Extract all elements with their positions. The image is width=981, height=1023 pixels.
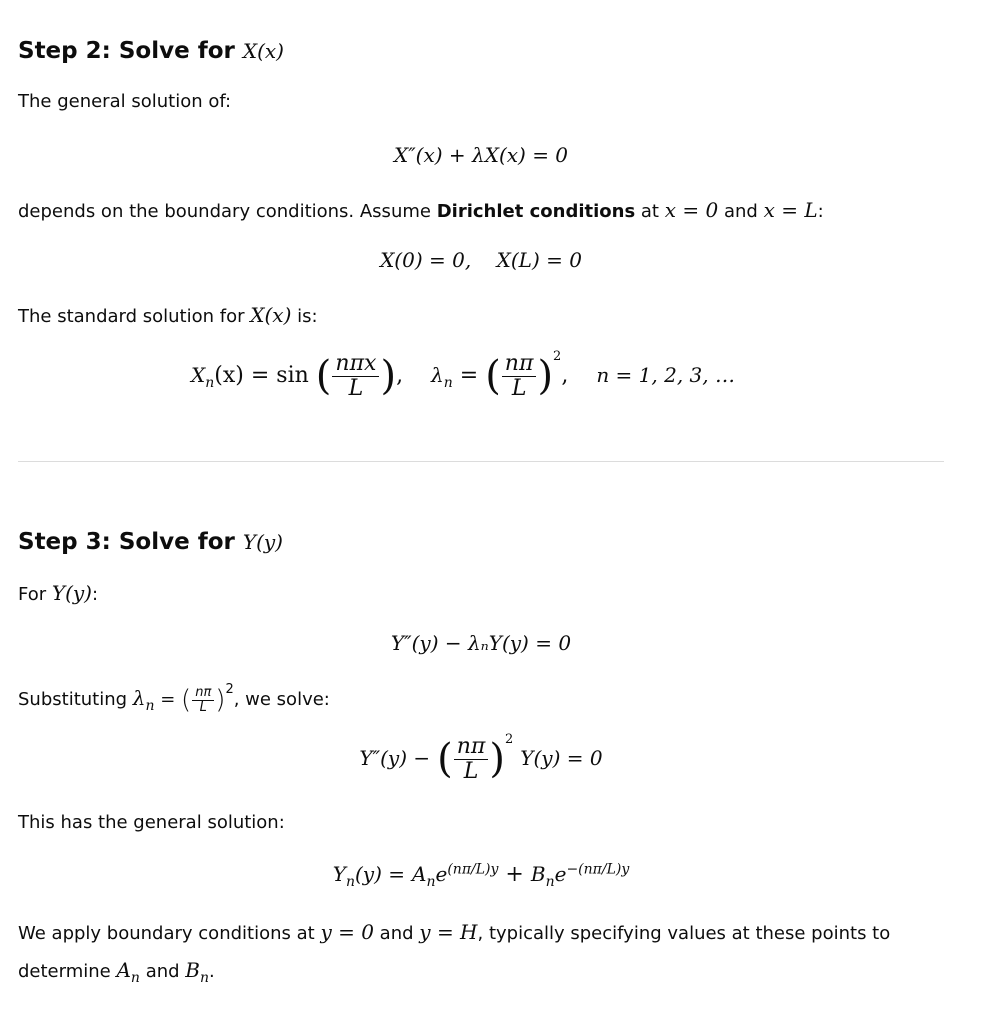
step3-apply-B: $B_n$ [185, 958, 210, 986]
step3-sub-lhs: Y″(y) − [359, 746, 431, 770]
step3-gen-lhs: $Y_n(y)$ = [332, 862, 406, 890]
step3-apply-yH: y = H [419, 920, 478, 944]
step2-heading-text: Step 2: Solve for [18, 38, 235, 64]
step2-bc-text-a: depends on the boundary conditions. Assume [18, 201, 431, 222]
step3-heading-math: Y(y) [242, 530, 283, 554]
step2-sol-n: n = 1, 2, 3, … [596, 363, 735, 387]
step2-heading [18, 37, 944, 67]
step2-sol-frac: $\frac{\text{nπx}}{L}$ [332, 352, 379, 399]
section-divider [18, 461, 944, 462]
step3-sub-frac: $\frac{n\pi}{L}$ [454, 735, 489, 782]
step3-subst-paragraph: Substituting $\lambda_n$ = ( $\frac{n\pi}{L}$ )$^2$, we solve: [18, 682, 330, 715]
step3-intro-text: For [18, 584, 47, 605]
step2-std-end: is: [297, 306, 318, 327]
step3-sub-exp: 2 [504, 732, 514, 747]
step2-intro-block [18, 88, 944, 117]
step3-apply-A: $A_n$ [116, 958, 140, 986]
step3-subst-exp: 2 [225, 682, 234, 697]
step3-apply-paragraph [18, 914, 944, 996]
step3-apply-text-b: , typically specifying values at these points to [477, 923, 891, 944]
step2-intro: The general solution of: [18, 91, 232, 112]
step2-bc-x0: x = 0 [664, 198, 719, 222]
step2-heading-math: X(x) [242, 39, 284, 63]
step3-general-text: This has the general solution: [18, 812, 285, 833]
step2-std-text: The standard solution for [18, 306, 245, 327]
step2-ode-text: X″(x) + λX(x) = 0 [393, 143, 569, 167]
step2-sol-lhs: $X_n$ [191, 363, 215, 391]
step3-gen-term2: $B_ne^{-(n\pi/L)y}$ [530, 861, 630, 890]
step3-subst-frac: $\frac{n\pi}{L}$ [192, 686, 214, 714]
step3-intro-colon: : [91, 584, 99, 605]
step3-intro-math: Y(y) [51, 581, 92, 605]
step2-bc-and: and [723, 201, 758, 222]
step2-equation-ode [18, 138, 944, 173]
step3-heading [18, 528, 944, 558]
step2-bc-bold: Dirichlet conditions [436, 201, 636, 222]
step3-gen-plus: + [505, 862, 524, 887]
step2-bc-xL: x = L [763, 198, 818, 222]
step2-equation-bc [18, 243, 944, 278]
step3-sub-rhs: Y(y) = 0 [520, 746, 603, 770]
step3-apply-y0: y = 0 [320, 920, 374, 944]
step2-bc-colon: : [817, 201, 824, 222]
step2-heading-block [18, 37, 944, 67]
step3-gen-term1: $A_ne^{(n\pi/L)y}$ [412, 861, 499, 890]
step3-heading-text: Step 3: Solve for [18, 529, 235, 555]
step2-equation-solution: $X_n(x) = \sin$ ( $\frac{\text{nπx}}{L}$ ), $\lambda_n$ = ( $\frac{n\pi}{L}$ )$^2$, n = 1, 2, 3, … [191, 349, 735, 401]
step2-sol-lambda: $\lambda_n$ [431, 363, 453, 391]
step2-std-math: X(x) [250, 303, 292, 327]
step2-bc-equation-text: X(0) = 0, X(L) = 0 [380, 248, 582, 272]
step3-equation-general [18, 857, 944, 893]
step2-bc-paragraph [18, 194, 944, 227]
step2-sol-exp: 2 [553, 349, 562, 364]
step3-apply-and: and [379, 923, 414, 944]
step3-apply-and2: and [145, 961, 180, 982]
step3-subst-lambda: $\lambda_n$ [132, 686, 155, 714]
step3-apply-period: . [209, 961, 215, 982]
step2-std-paragraph [18, 299, 944, 332]
step2-sol-arg: (x) = sin [214, 363, 309, 388]
step3-ode-text: Y″(y) − λₙY(y) = 0 [390, 631, 572, 655]
step2-bc-at: at [640, 201, 659, 222]
step3-equation-ode [18, 626, 944, 661]
step3-intro-block [18, 577, 944, 610]
step3-subst-end: , we solve: [233, 689, 330, 710]
step3-subst-text: Substituting [18, 689, 128, 710]
step3-apply-text-a: We apply boundary conditions at [18, 923, 315, 944]
step2-sol-frac2: $\frac{n\pi}{L}$ [502, 352, 537, 399]
step3-equation-sub: Y″(y) − ( $\frac{n\pi}{L}$ )$^2$ Y(y) = 0 [359, 732, 603, 784]
step3-apply-text-c: determine [18, 961, 111, 982]
step3-general-paragraph [18, 809, 944, 838]
step3-heading-block [18, 528, 944, 558]
